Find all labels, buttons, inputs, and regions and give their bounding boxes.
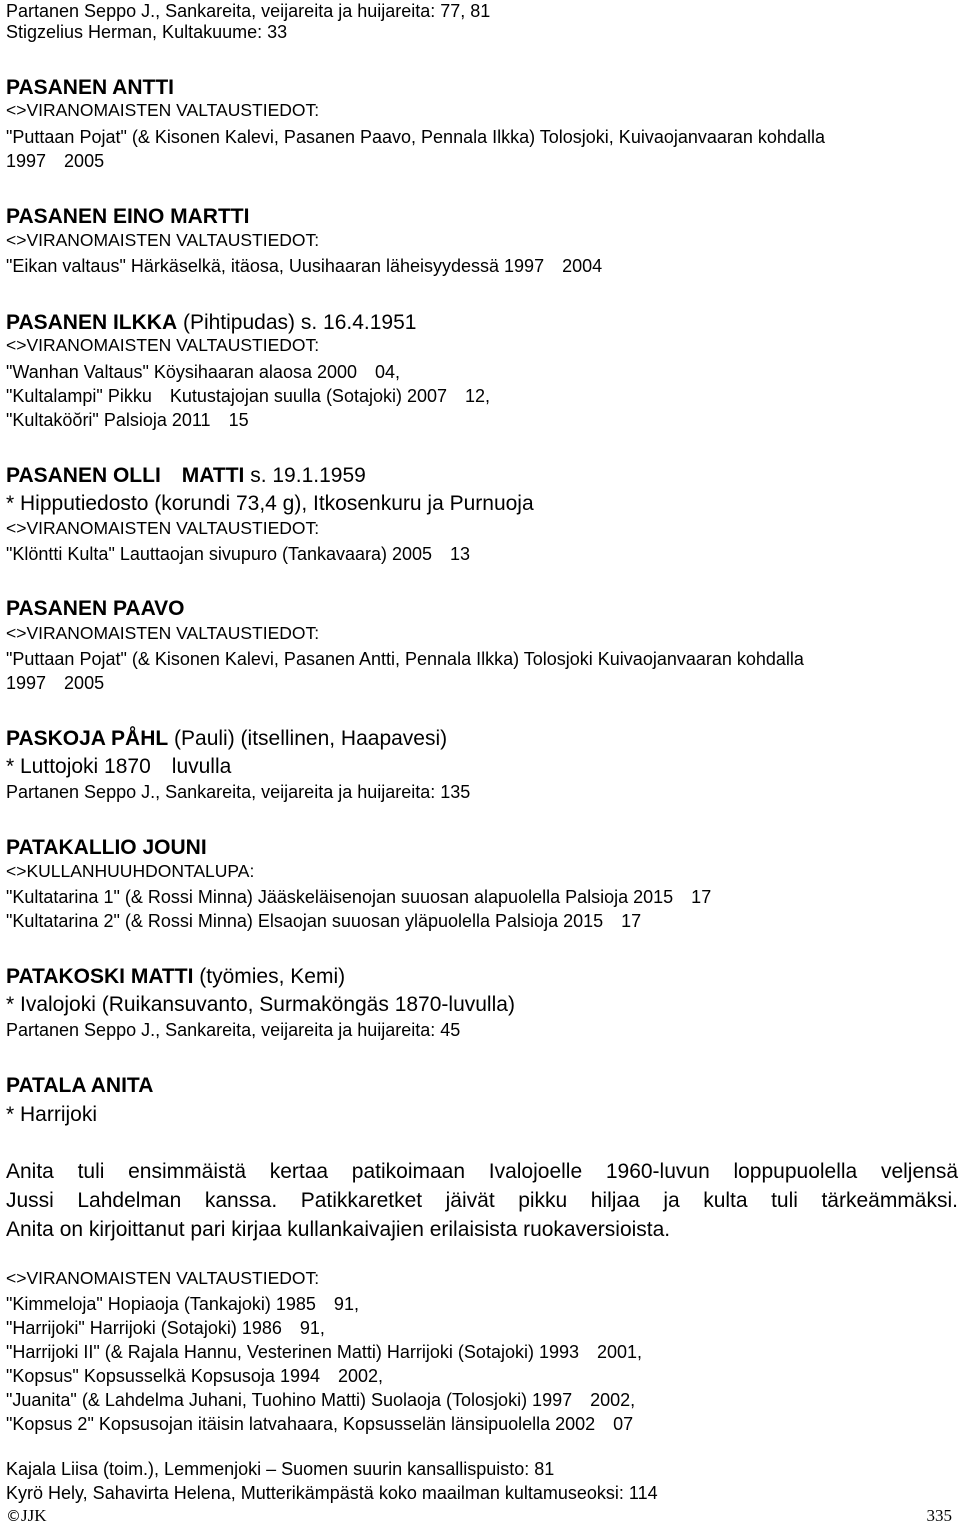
- entry-line: "Harrijoki II" (& Rajala Hannu, Vesterinen Matti) Harrijoki (Sotajoki) 1993 2001,: [6, 1342, 643, 1362]
- entry-name: PATAKOSKI MATTI: [6, 965, 194, 988]
- entry-line: 1997 2005: [6, 151, 105, 171]
- entry-note: * Harrijoki: [6, 1103, 98, 1126]
- entry-name: PATAKALLIO JOUNI: [6, 836, 207, 859]
- entry-tag: <>VIRANOMAISTEN VALTAUSTIEDOT:: [6, 100, 320, 120]
- footer-author: [6, 1507, 47, 1524]
- entry-note: * Luttojoki 1870 luvulla: [6, 755, 232, 778]
- entry-line: "Kopsus 2" Kopsusojan itäisin latvahaara, Kopsusselän länsipuolella 2002 07: [6, 1414, 634, 1434]
- entry-name-suffix: (Pihtipudas) s. 16.4.1951: [177, 311, 417, 334]
- entry-line: "Puttaan Pojat" (& Kisonen Kalevi, Pasanen Antti, Pennala Ilkka) Tolosjoki Kuivaojanvaaran kohdalla: [6, 649, 804, 669]
- entry-tag: <>VIRANOMAISTEN VALTAUSTIEDOT:: [6, 230, 320, 250]
- page-number: 335: [926, 1506, 952, 1525]
- entry-line: "Klöntti Kulta" Lauttaojan sivupuro (Tankavaara) 2005 13: [6, 544, 471, 564]
- entry-heading: [6, 1075, 153, 1096]
- entry-reference: Partanen Seppo J., Sankareita, veijareita ja huijareita: 135: [6, 782, 471, 802]
- entry-line: "Kultaköŏri" Palsioja 2011 15: [6, 410, 249, 430]
- entry-name: PASANEN ILKKA: [6, 311, 178, 334]
- paragraph-line: Anita tuli ensimmäistä kertaa patikoimaan Ivalojoelle 1960-luvun loppupuolella veljensä: [6, 1160, 958, 1183]
- entry-line: "Wanhan Valtaus" Köysihaaran alaosa 2000 04,: [6, 362, 401, 382]
- entry-tag: <>VIRANOMAISTEN VALTAUSTIEDOT:: [6, 623, 320, 643]
- copyright-symbol: ©: [6, 1507, 21, 1525]
- entry-name: PASANEN PAAVO: [6, 597, 185, 620]
- entry-heading: [6, 77, 174, 98]
- entry-name-suffix: (työmies, Kemi): [193, 965, 346, 988]
- entry-name-suffix: (Pauli) (itsellinen, Haapavesi): [168, 727, 448, 750]
- entry-heading: [6, 598, 185, 619]
- entry-line: "Kopsus" Kopsusselkä Kopsusoja 1994 2002,: [6, 1366, 384, 1386]
- entry-line: "Kimmeloja" Hopiaoja (Tankajoki) 1985 91,: [6, 1294, 359, 1314]
- entry-name: PATALA ANITA: [6, 1074, 154, 1097]
- entry-heading: [6, 312, 416, 333]
- entry-name: PASANEN ANTTI: [6, 76, 174, 99]
- entry-note: * Ivalojoki (Ruikansuvanto, Surmaköngäs 1870-luvulla): [6, 993, 515, 1016]
- entry-heading: [6, 465, 366, 486]
- entry-name: PASKOJA PÅHL: [6, 727, 169, 750]
- reference-line: Partanen Seppo J., Sankareita, veijareita ja huijareita: 77, 81: [6, 1, 491, 21]
- entry-line: "Harrijoki" Harrijoki (Sotajoki) 1986 91,: [6, 1318, 325, 1338]
- entry-tag: <>VIRANOMAISTEN VALTAUSTIEDOT:: [6, 1268, 320, 1288]
- entry-paragraph: [6, 1157, 958, 1244]
- reference-line: Kajala Liisa (toim.), Lemmenjoki – Suomen suurin kansallispuisto: 81: [6, 1459, 555, 1479]
- entry-name-suffix: s. 19.1.1959: [244, 464, 366, 487]
- entry-heading: [6, 966, 345, 987]
- entry-heading: [6, 206, 249, 227]
- entry-name: PASANEN OLLI MATTI: [6, 464, 245, 487]
- paragraph-line: Anita on kirjoittanut pari kirjaa kullankaivajien erilaisista ruokaversioista.: [6, 1218, 671, 1241]
- entry-reference: Partanen Seppo J., Sankareita, veijareita ja huijareita: 45: [6, 1020, 461, 1040]
- reference-line: Kyrö Hely, Sahavirta Helena, Mutterikämpästä koko maailman kultamuseoksi: 114: [6, 1483, 658, 1503]
- entry-heading: [6, 728, 447, 749]
- entry-tag: <>VIRANOMAISTEN VALTAUSTIEDOT:: [6, 335, 320, 355]
- paragraph-line: Jussi Lahdelman kanssa. Patikkaretket jäivät pikku hiljaa ja kulta tuli tärkeämmäksi.: [6, 1189, 958, 1212]
- entry-note: * Hipputiedosto (korundi 73,4 g), Itkosenkuru ja Purnuoja: [6, 492, 534, 515]
- entry-line: "Eikan valtaus" Härkäselkä, itäosa, Uusihaaran läheisyydessä 1997 2004: [6, 256, 603, 276]
- reference-line: Stigzelius Herman, Kultakuume: 33: [6, 22, 288, 42]
- entry-line: "Puttaan Pojat" (& Kisonen Kalevi, Pasanen Paavo, Pennala Ilkka) Tolosjoki, Kuivaojanvaaran kohdalla: [6, 127, 825, 147]
- entry-line: "Kultatarina 2" (& Rossi Minna) Elsaojan suuosan yläpuolella Palsioja 2015 17: [6, 911, 642, 931]
- entry-line: "Juanita" (& Lahdelma Juhani, Tuohino Matti) Suolaoja (Tolosjoki) 1997 2002,: [6, 1390, 636, 1410]
- entry-name: PASANEN EINO MARTTI: [6, 205, 250, 228]
- footer-author-name: JJK: [21, 1506, 47, 1525]
- entry-line: 1997 2005: [6, 673, 105, 693]
- entry-line: "Kultalampi" Pikku Kutustajojan suulla (Sotajoki) 2007 12,: [6, 386, 491, 406]
- entry-line: "Kultatarina 1" (& Rossi Minna) Jääskeläisenojan suuosan alapuolella Palsioja 2015 17: [6, 887, 712, 907]
- entry-heading: [6, 837, 207, 858]
- entry-tag: <>VIRANOMAISTEN VALTAUSTIEDOT:: [6, 518, 320, 538]
- entry-tag: <>KULLANHUUHDONTALUPA:: [6, 861, 255, 881]
